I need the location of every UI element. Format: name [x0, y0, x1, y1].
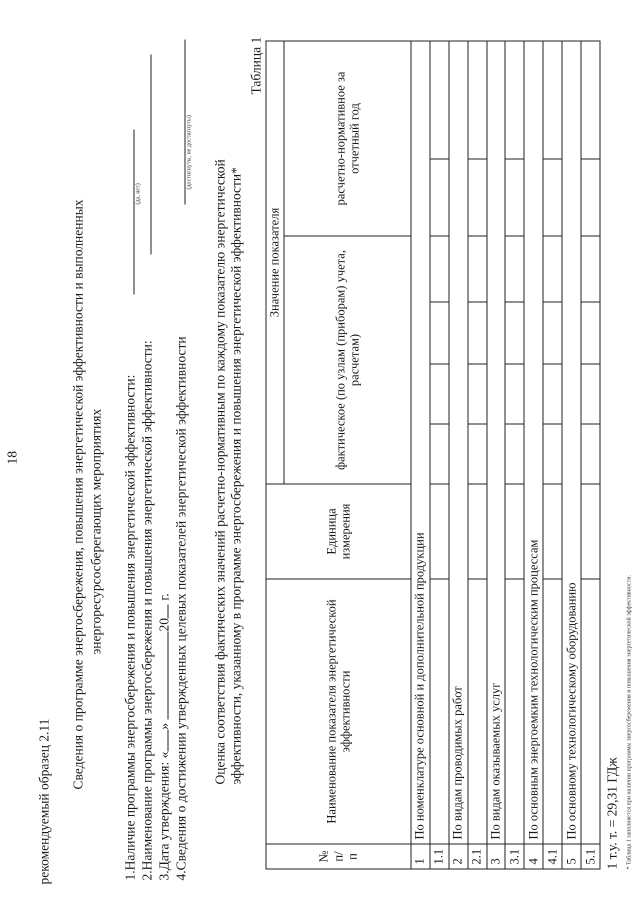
field-1-underline: [134, 130, 135, 295]
row-section-title: По основному технологическому оборудованию: [562, 41, 581, 844]
header-normative: расчетно-нормативное за отчетный год: [284, 41, 411, 236]
empty-cell: [505, 364, 524, 424]
empty-cell: [581, 579, 600, 844]
footnote: * Таблица 1 заполняется при наличии программы энергосбережения и повышения энергетической эффективности.: [626, 575, 633, 870]
table-body: [411, 41, 600, 869]
date-year: 20: [156, 618, 172, 632]
row-number: 5.1: [581, 844, 600, 869]
table-row: [430, 41, 449, 869]
header-actual: фактическое (по узлам (приборам) учета, расчетам): [284, 236, 411, 484]
empty-cell: [581, 159, 600, 236]
empty-cell: [430, 41, 449, 159]
empty-cell: [505, 579, 524, 844]
empty-cell: [505, 236, 524, 302]
row-number: 1.1: [430, 844, 449, 869]
field-3-label: [157, 593, 173, 880]
empty-cell: [468, 41, 487, 159]
field-1-hint: (да, нет): [135, 183, 142, 205]
empty-cell: [581, 424, 600, 484]
header-number: № п/п: [266, 844, 411, 869]
empty-cell: [505, 41, 524, 159]
table-row: [562, 41, 581, 869]
row-section-title: По видам проводимых работ: [449, 41, 468, 844]
table-row: [543, 41, 562, 869]
empty-cell: [468, 484, 487, 579]
date-suffix: г.: [156, 593, 172, 601]
indicator-table: [266, 40, 601, 869]
empty-cell: [468, 302, 487, 364]
field-2-label: 2.Наименование программы энергосбережения и повышения энергетической эффективности:: [139, 340, 155, 881]
field-2-underline: [151, 55, 152, 255]
assessment-line-2: эффективности, указанному в программе энергосбережения и повышения энергетической эффективности*: [228, 167, 244, 785]
table-row: [505, 41, 524, 869]
rotated-sheet: [1, 0, 640, 905]
assessment-line-1: Оценка соответствия фактических значений расчетно-нормативным по каждому показателю энергетической: [212, 159, 228, 785]
empty-cell: [505, 424, 524, 484]
field-1-label: 1.Наличие программы энергосбережения и повышения энергетической эффективности:: [122, 374, 138, 881]
table-row: [449, 41, 468, 869]
heading-line-2: энергоресурсосберегающих мероприятиях: [88, 408, 104, 655]
empty-cell: [581, 302, 600, 364]
heading-line-1: Сведения о программе энергосбережения, повышения энергетической эффективности и выполненных: [70, 199, 86, 790]
empty-cell: [543, 484, 562, 579]
header-value-group: Значение показателя: [266, 41, 284, 484]
row-number: 1: [411, 844, 430, 869]
row-number: 2: [449, 844, 468, 869]
date-quote: »: [156, 722, 172, 730]
field-4-hint: (достигнуты, не достигнуты): [186, 115, 193, 190]
empty-cell: [430, 579, 449, 844]
row-section-title: По основным энергоемким технологическим процессам: [524, 41, 543, 844]
empty-cell: [543, 159, 562, 236]
empty-cell: [430, 424, 449, 484]
empty-cell: [505, 302, 524, 364]
empty-cell: [430, 236, 449, 302]
empty-cell: [543, 236, 562, 302]
empty-cell: [505, 159, 524, 236]
row-number: 2.1: [468, 844, 487, 869]
table-row: [487, 41, 506, 869]
empty-cell: [468, 579, 487, 844]
empty-cell: [543, 424, 562, 484]
row-number: 3.1: [505, 844, 524, 869]
field-4-underline: [185, 40, 186, 205]
sample-label: рекомендуемый образец 2.11: [36, 718, 52, 885]
empty-cell: [468, 424, 487, 484]
empty-cell: [430, 364, 449, 424]
row-number: 5: [562, 844, 581, 869]
empty-cell: [543, 41, 562, 159]
empty-cell: [543, 579, 562, 844]
empty-cell: [468, 364, 487, 424]
table-caption: Таблица 1: [248, 36, 264, 95]
empty-cell: [468, 159, 487, 236]
conversion-note: 1 т.у. т. = 29,31 ГДж: [604, 757, 620, 870]
table-row: [468, 41, 487, 869]
table-row: [524, 41, 543, 869]
empty-cell: [543, 302, 562, 364]
date-prefix: 3.Дата утверждения: «: [156, 751, 172, 881]
row-section-title: По видам оказываемых услуг: [487, 41, 506, 844]
empty-cell: [430, 484, 449, 579]
empty-cell: [430, 159, 449, 236]
page-number: 18: [4, 451, 20, 465]
row-number: 4.1: [543, 844, 562, 869]
row-number: 3: [487, 844, 506, 869]
empty-cell: [581, 236, 600, 302]
field-4-label: 4.Сведения о достижении утвержденных целевых показателей энергетической эффективности: [173, 336, 189, 881]
empty-cell: [468, 236, 487, 302]
empty-cell: [581, 484, 600, 579]
empty-cell: [505, 484, 524, 579]
empty-cell: [543, 364, 562, 424]
empty-cell: [581, 41, 600, 159]
row-section-title: По номенклатуре основной и дополнительной продукции: [411, 41, 430, 844]
header-unit: Единица измерения: [266, 484, 411, 579]
row-number: 4: [524, 844, 543, 869]
empty-cell: [430, 302, 449, 364]
table-row: [581, 41, 600, 869]
empty-cell: [581, 364, 600, 424]
table-row: [411, 41, 430, 869]
header-indicator-name: Наименование показателя энергетической эффективности: [266, 579, 411, 844]
